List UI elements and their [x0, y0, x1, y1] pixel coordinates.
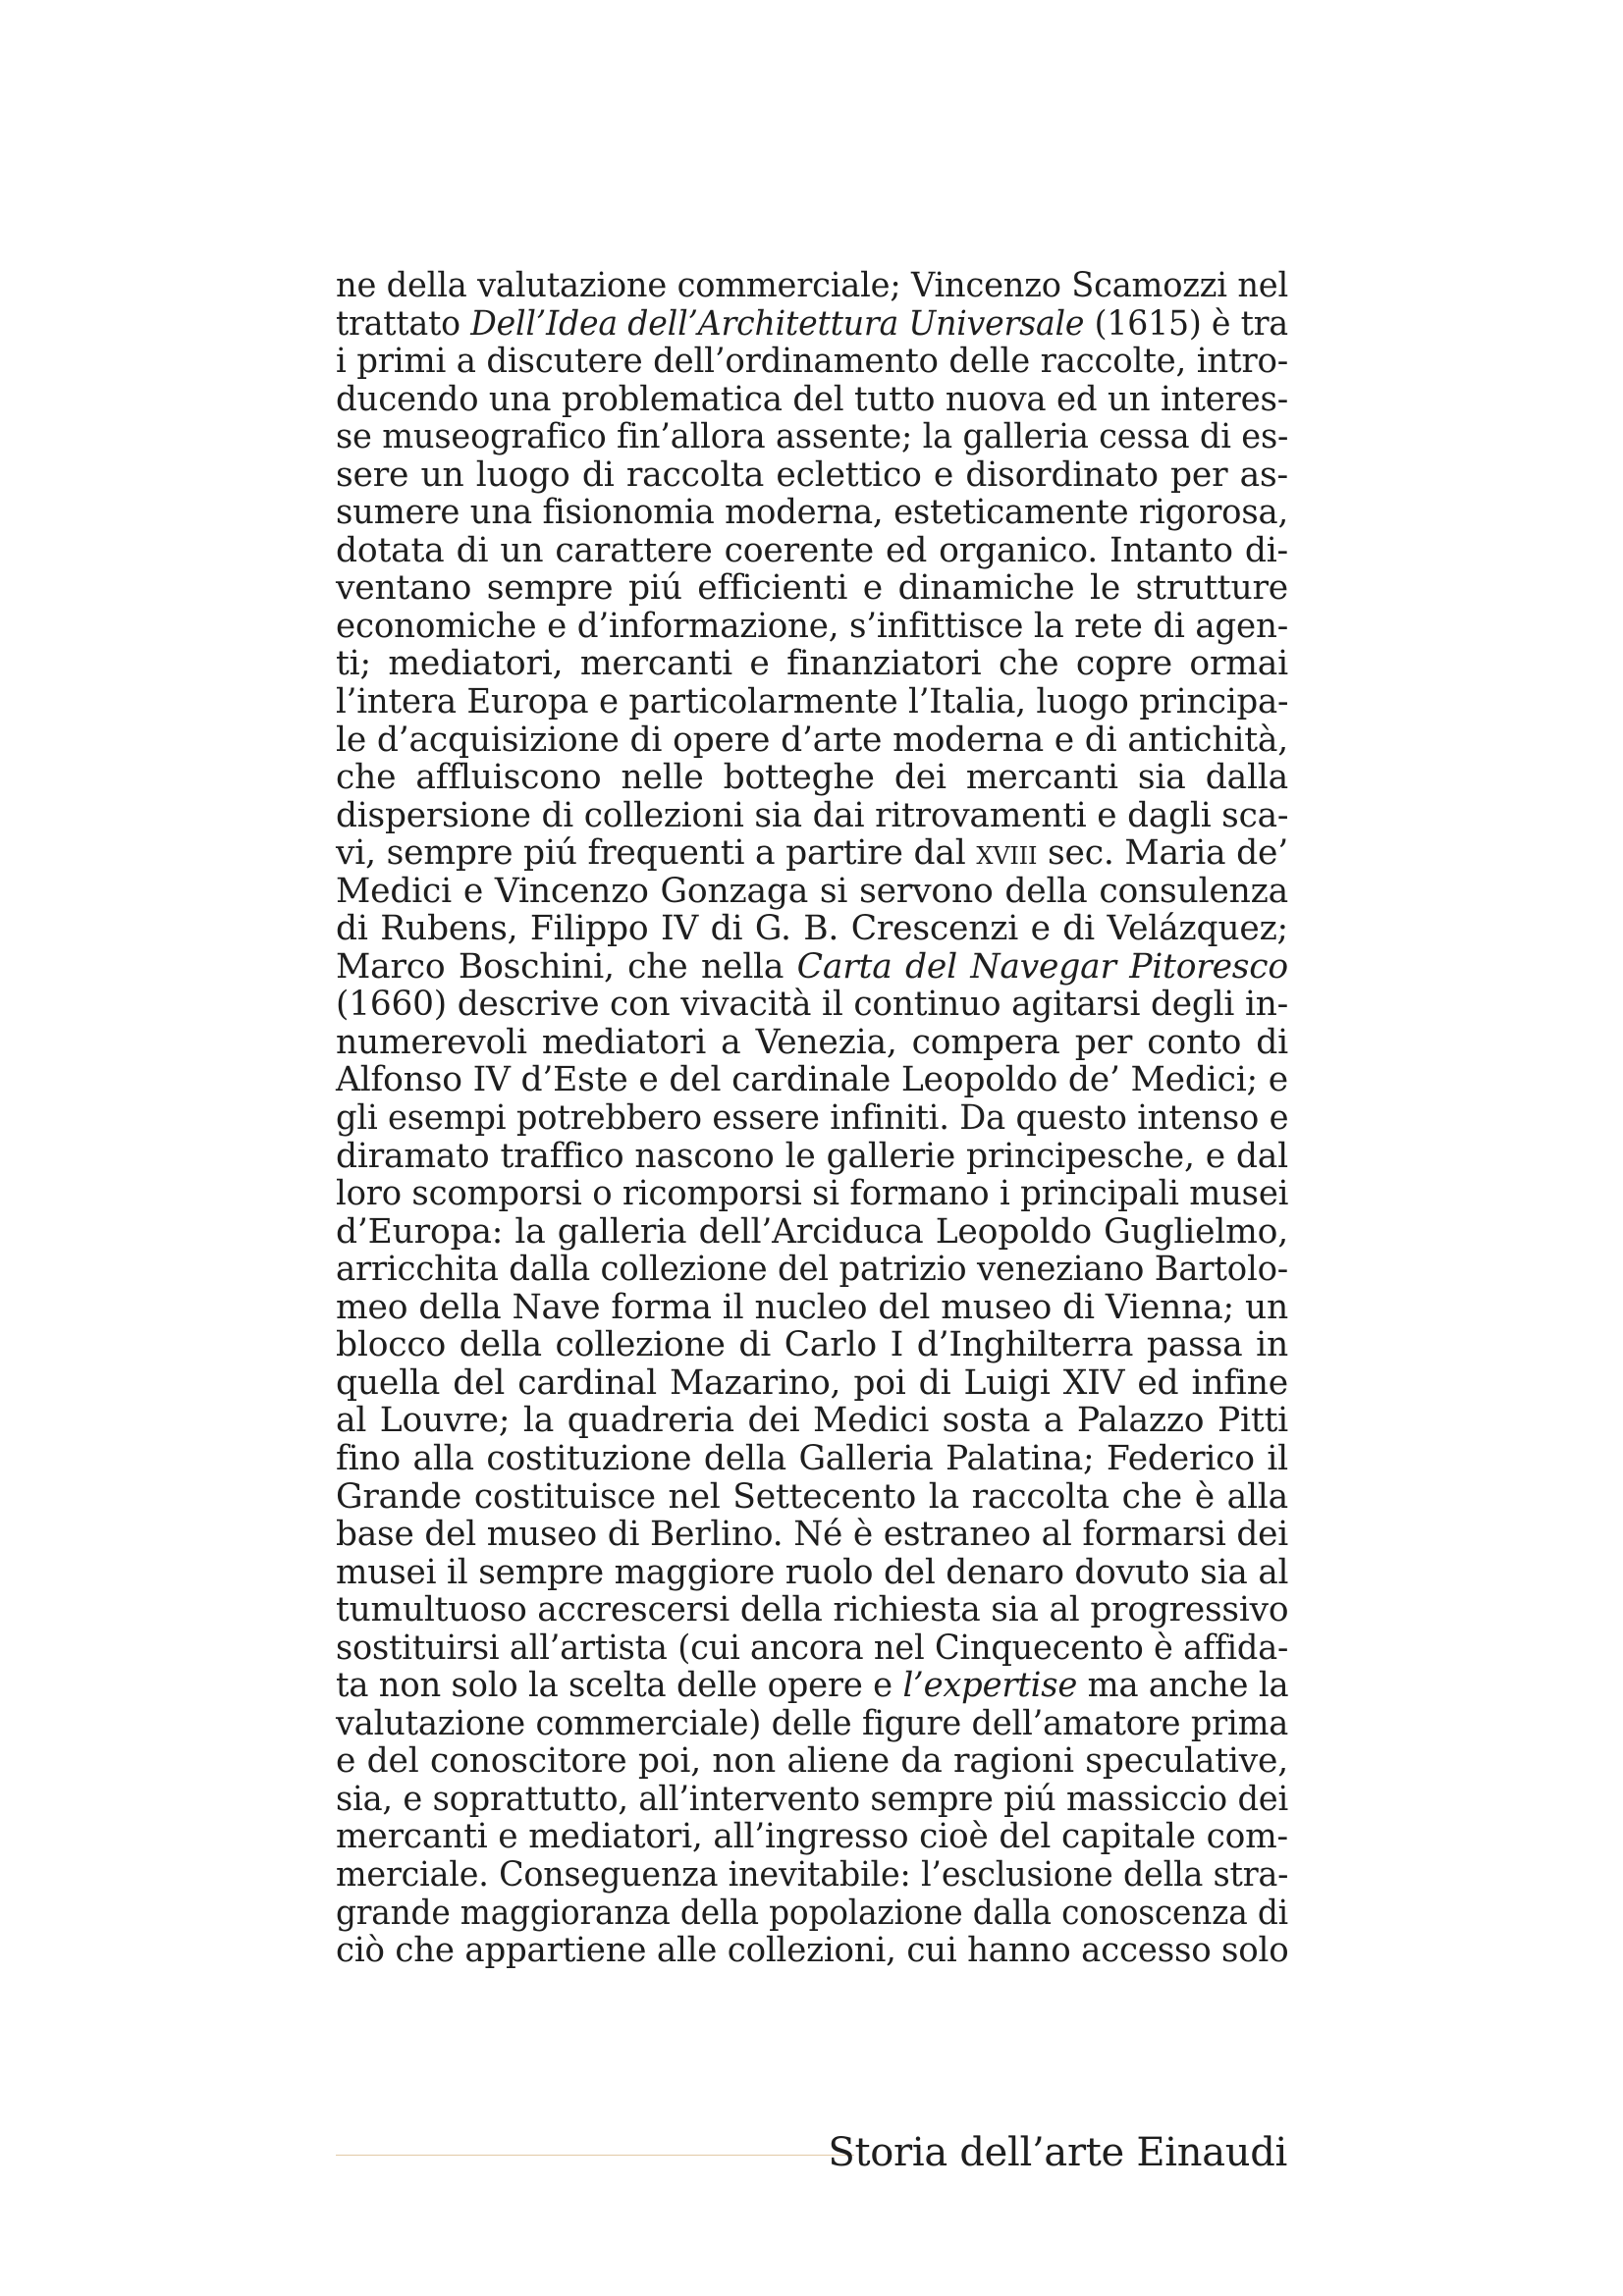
- text-line: quella del cardinal Mazarino, poi di Luigi XIV ed infine: [336, 1362, 1288, 1403]
- text-line: ducendo una problematica del tutto nuova ed un interes-: [336, 379, 1289, 419]
- text-line: gli esempi potrebbero essere infiniti. Da questo intenso e: [336, 1098, 1289, 1139]
- text-line: le d’acquisizione di opere d’arte moderna e di antichità,: [336, 720, 1288, 760]
- text-line: sia, e soprattutto, all’intervento sempre piú massiccio dei: [336, 1779, 1289, 1819]
- text-line: dispersione di collezioni sia dai ritrovamenti e dagli sca-: [336, 795, 1289, 835]
- text-line: Marco Boschini, che nella Carta del Navegar Pitoresco: [336, 946, 1288, 987]
- book-title-italic: Dell’Idea dell’Architettura Universale: [470, 303, 1085, 344]
- text-line: di Rubens, Filippo IV di G. B. Crescenzi e di Velázquez;: [336, 909, 1288, 949]
- text-line: l’intera Europa e particolarmente l’Italia, luogo principa-: [336, 682, 1289, 722]
- text-line: che affluiscono nelle botteghe dei mercanti sia dalla: [336, 758, 1288, 798]
- text-line: Alfonso IV d’Este e del cardinale Leopoldo de’ Medici; e: [336, 1060, 1288, 1100]
- text-line: sumere una fisionomia moderna, esteticamente rigorosa,: [336, 493, 1289, 533]
- century-small-caps: xviii: [976, 833, 1038, 874]
- text-line: fino alla costituzione della Galleria Palatina; Federico il: [336, 1438, 1288, 1478]
- body-text: [336, 267, 1288, 1970]
- text-line: loro scomporsi o ricomporsi si formano i principali musei: [336, 1174, 1289, 1214]
- text-line: e del conoscitore poi, non aliene da ragioni speculative,: [336, 1741, 1288, 1782]
- text-line: meo della Nave forma il nucleo del museo di Vienna; un: [336, 1287, 1288, 1327]
- footer-rule: [336, 2155, 854, 2156]
- text-line: al Louvre; la quadreria dei Medici sosta a Palazzo Pitti: [336, 1401, 1288, 1441]
- text-line: d’Europa: la galleria dell’Arciduca Leopoldo Guglielmo,: [336, 1211, 1288, 1252]
- text-line: (1660) descrive con vivacità il continuo agitarsi degli in-: [336, 985, 1289, 1025]
- text-line: Grande costituisce nel Settecento la raccolta che è alla: [336, 1476, 1288, 1517]
- text-line: ventano sempre piú efficienti e dinamiche le strutture: [336, 568, 1288, 609]
- text-line: mercanti e mediatori, all’ingresso cioè del capitale com-: [336, 1817, 1288, 1857]
- text-line: ti; mediatori, mercanti e finanziatori che copre ormai: [336, 644, 1288, 684]
- text-line: merciale. Conseguenza inevitabile: l’esclusione della stra-: [336, 1854, 1289, 1895]
- text-line: Medici e Vincenzo Gonzaga si servono della consulenza: [336, 871, 1288, 911]
- text-line: vi, sempre piú frequenti a partire dal xviii sec. Maria de’: [336, 833, 1289, 874]
- text-line: sere un luogo di raccolta eclettico e disordinato per as-: [336, 454, 1288, 495]
- text-line: musei il sempre maggiore ruolo del denaro dovuto sia al: [336, 1552, 1289, 1592]
- text-line: diramato traffico nascono le gallerie principesche, e dal: [336, 1136, 1288, 1176]
- text-line: arricchita dalla collezione del patrizio veneziano Bartolo-: [336, 1250, 1289, 1290]
- text-line: economiche e d’informazione, s’infittisce la rete di agen-: [336, 606, 1289, 646]
- text-line: grande maggioranza della popolazione dalla conoscenza di: [336, 1893, 1288, 1933]
- text-line: blocco della collezione di Carlo I d’Inghilterra passa in: [336, 1325, 1288, 1365]
- book-title-italic: Carta del Navegar Pitoresco: [796, 946, 1288, 987]
- text-line: tumultuoso accrescersi della richiesta sia al progressivo: [336, 1590, 1289, 1630]
- text-line: se museografico fin’allora assente; la galleria cessa di es-: [336, 417, 1289, 457]
- text-line: trattato Dell’Idea dell’Architettura Universale (1615) è tra: [336, 303, 1288, 344]
- text-line: ne della valutazione commerciale; Vincenzo Scamozzi nel: [336, 266, 1289, 305]
- text-line: base del museo di Berlino. Né è estraneo al formarsi dei: [336, 1515, 1289, 1555]
- text-line: numerevoli mediatori a Venezia, compera per conto di: [336, 1022, 1288, 1062]
- text-line: i primi a discutere dell’ordinamento delle raccolte, intro-: [336, 342, 1289, 382]
- text-line: valutazione commerciale) delle figure dell’amatore prima: [336, 1703, 1289, 1743]
- text-line: ta non solo la scelta delle opere e l’expertise ma anche la: [336, 1666, 1289, 1706]
- text-line: sostituirsi all’artista (cui ancora nel Cinquecento è affida-: [336, 1628, 1289, 1668]
- footer-title: Storia dell’arte Einaudi: [828, 2130, 1287, 2175]
- term-italic: l’expertise: [902, 1666, 1078, 1706]
- text-line: dotata di un carattere coerente ed organico. Intanto di-: [336, 530, 1288, 570]
- text-line: ciò che appartiene alle collezioni, cui hanno accesso solo: [336, 1931, 1289, 1971]
